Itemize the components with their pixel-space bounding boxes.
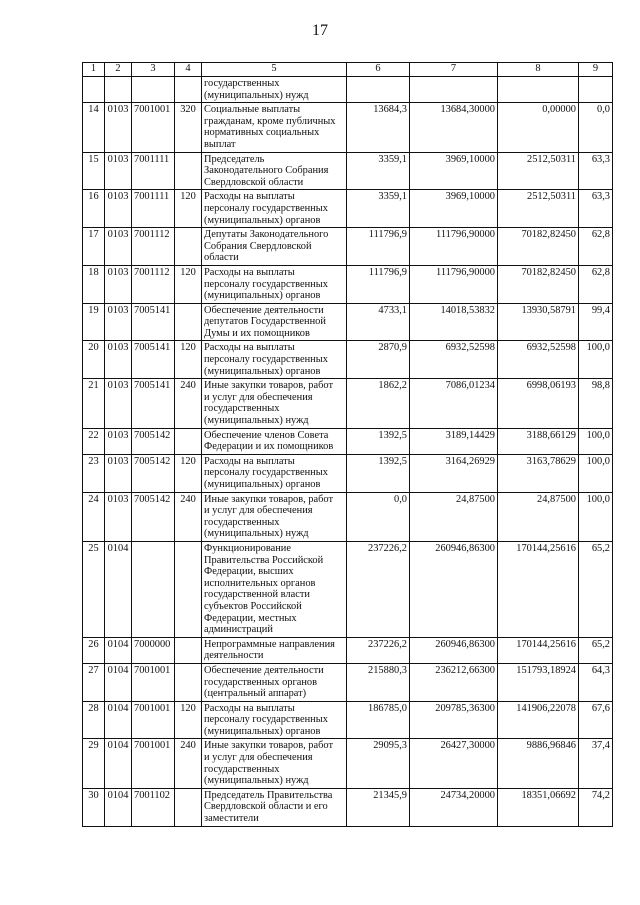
section-code: 0103 [105, 454, 132, 492]
expense-type-code [175, 428, 202, 454]
header-col-6: 6 [347, 63, 410, 77]
row-number: 27 [83, 663, 105, 701]
executed-amount: 13930,58791 [498, 303, 579, 341]
row-number: 17 [83, 228, 105, 266]
execution-percent: 37,4 [579, 739, 613, 788]
approved-amount: 111796,9 [347, 228, 410, 266]
table-row [83, 103, 613, 152]
target-article-code: 7005142 [132, 492, 175, 541]
execution-percent: 67,6 [579, 701, 613, 739]
annual-plan-amount: 13684,30000 [410, 103, 498, 152]
table-row [83, 541, 613, 637]
target-article-code [132, 77, 175, 103]
execution-percent: 62,8 [579, 265, 613, 303]
expense-type-code [175, 637, 202, 663]
table-row [83, 228, 613, 266]
approved-amount: 0,0 [347, 492, 410, 541]
table-row [83, 303, 613, 341]
target-article-code: 7001001 [132, 701, 175, 739]
execution-percent: 100,0 [579, 454, 613, 492]
row-number: 22 [83, 428, 105, 454]
annual-plan-amount: 24734,20000 [410, 788, 498, 826]
annual-plan-amount: 236212,66300 [410, 663, 498, 701]
annual-plan-amount: 24,87500 [410, 492, 498, 541]
row-number [83, 77, 105, 103]
table-row [83, 190, 613, 228]
table-row [83, 788, 613, 826]
executed-amount: 2512,50311 [498, 190, 579, 228]
section-code: 0103 [105, 303, 132, 341]
item-name: Социальные выплаты гражданам, кроме публичных нормативных социальных выплат [202, 103, 347, 152]
executed-amount: 18351,06692 [498, 788, 579, 826]
expense-type-code: 120 [175, 701, 202, 739]
execution-percent: 63,3 [579, 190, 613, 228]
item-name: Расходы на выплаты персоналу государственных (муниципальных) органов [202, 341, 347, 379]
item-name: Непрограммные направления деятельности [202, 637, 347, 663]
target-article-code: 7001001 [132, 739, 175, 788]
target-article-code: 7005142 [132, 454, 175, 492]
item-name: Иные закупки товаров, работ и услуг для обеспечения государственных (муниципальных) нужд [202, 739, 347, 788]
table-row [83, 341, 613, 379]
executed-amount: 151793,18924 [498, 663, 579, 701]
section-code: 0103 [105, 152, 132, 190]
execution-percent: 62,8 [579, 228, 613, 266]
approved-amount: 215880,3 [347, 663, 410, 701]
header-col-8: 8 [498, 63, 579, 77]
expense-type-code: 240 [175, 739, 202, 788]
table-row [83, 492, 613, 541]
executed-amount: 170144,25616 [498, 637, 579, 663]
target-article-code: 7001001 [132, 663, 175, 701]
item-name: Расходы на выплаты персоналу государственных (муниципальных) органов [202, 454, 347, 492]
table-header-row [83, 63, 613, 77]
execution-percent: 0,0 [579, 103, 613, 152]
table-row [83, 701, 613, 739]
executed-amount: 24,87500 [498, 492, 579, 541]
executed-amount: 0,00000 [498, 103, 579, 152]
executed-amount: 6932,52598 [498, 341, 579, 379]
row-number: 15 [83, 152, 105, 190]
row-number: 28 [83, 701, 105, 739]
table-row [83, 637, 613, 663]
target-article-code [132, 541, 175, 637]
approved-amount: 2870,9 [347, 341, 410, 379]
execution-percent: 100,0 [579, 428, 613, 454]
row-number: 24 [83, 492, 105, 541]
row-number: 25 [83, 541, 105, 637]
annual-plan-amount: 6932,52598 [410, 341, 498, 379]
approved-amount: 21345,9 [347, 788, 410, 826]
annual-plan-amount: 111796,90000 [410, 265, 498, 303]
annual-plan-amount: 111796,90000 [410, 228, 498, 266]
annual-plan-amount: 3969,10000 [410, 152, 498, 190]
approved-amount: 1392,5 [347, 454, 410, 492]
row-number: 16 [83, 190, 105, 228]
expense-type-code: 120 [175, 454, 202, 492]
execution-percent: 65,2 [579, 541, 613, 637]
annual-plan-amount: 3164,26929 [410, 454, 498, 492]
execution-percent: 74,2 [579, 788, 613, 826]
executed-amount: 70182,82450 [498, 228, 579, 266]
header-col-3: 3 [132, 63, 175, 77]
expense-type-code: 120 [175, 190, 202, 228]
header-col-1: 1 [83, 63, 105, 77]
approved-amount: 4733,1 [347, 303, 410, 341]
expense-type-code [175, 228, 202, 266]
row-number: 18 [83, 265, 105, 303]
section-code: 0104 [105, 637, 132, 663]
target-article-code: 7001111 [132, 152, 175, 190]
section-code: 0103 [105, 492, 132, 541]
executed-amount: 6998,06193 [498, 379, 579, 428]
target-article-code: 7005141 [132, 303, 175, 341]
execution-percent: 63,3 [579, 152, 613, 190]
section-code: 0103 [105, 379, 132, 428]
row-number: 20 [83, 341, 105, 379]
target-article-code: 7001102 [132, 788, 175, 826]
item-name: Расходы на выплаты персоналу государственных (муниципальных) органов [202, 265, 347, 303]
execution-percent: 99,4 [579, 303, 613, 341]
target-article-code: 7001112 [132, 228, 175, 266]
approved-amount: 1862,2 [347, 379, 410, 428]
header-col-2: 2 [105, 63, 132, 77]
section-code [105, 77, 132, 103]
row-number: 19 [83, 303, 105, 341]
approved-amount: 237226,2 [347, 541, 410, 637]
item-name: Иные закупки товаров, работ и услуг для обеспечения государственных (муниципальных) нужд [202, 492, 347, 541]
item-name: Обеспечение деятельности депутатов Государственной Думы и их помощников [202, 303, 347, 341]
section-code: 0103 [105, 228, 132, 266]
section-code: 0103 [105, 428, 132, 454]
row-number: 21 [83, 379, 105, 428]
executed-amount: 141906,22078 [498, 701, 579, 739]
executed-amount: 170144,25616 [498, 541, 579, 637]
approved-amount: 237226,2 [347, 637, 410, 663]
row-number: 14 [83, 103, 105, 152]
executed-amount: 9886,96846 [498, 739, 579, 788]
target-article-code: 7001112 [132, 265, 175, 303]
target-article-code: 7005142 [132, 428, 175, 454]
execution-percent [579, 77, 613, 103]
section-code: 0104 [105, 663, 132, 701]
expense-type-code [175, 152, 202, 190]
approved-amount: 29095,3 [347, 739, 410, 788]
item-name: Председатель Правительства Свердловской области и его заместители [202, 788, 347, 826]
expense-type-code [175, 541, 202, 637]
expense-type-code [175, 77, 202, 103]
annual-plan-amount: 260946,86300 [410, 541, 498, 637]
table-row [83, 454, 613, 492]
executed-amount [498, 77, 579, 103]
approved-amount: 186785,0 [347, 701, 410, 739]
expense-type-code: 120 [175, 341, 202, 379]
target-article-code: 7005141 [132, 341, 175, 379]
item-name: Иные закупки товаров, работ и услуг для обеспечения государственных (муниципальных) нужд [202, 379, 347, 428]
section-code: 0103 [105, 341, 132, 379]
expense-type-code [175, 788, 202, 826]
item-name: Расходы на выплаты персоналу государственных (муниципальных) органов [202, 701, 347, 739]
item-name: Депутаты Законодательного Собрания Свердловской области [202, 228, 347, 266]
section-code: 0104 [105, 701, 132, 739]
execution-percent: 65,2 [579, 637, 613, 663]
target-article-code: 7001111 [132, 190, 175, 228]
execution-percent: 98,8 [579, 379, 613, 428]
table-row [83, 265, 613, 303]
expense-type-code: 240 [175, 379, 202, 428]
executed-amount: 2512,50311 [498, 152, 579, 190]
row-number: 30 [83, 788, 105, 826]
approved-amount: 111796,9 [347, 265, 410, 303]
execution-percent: 100,0 [579, 492, 613, 541]
annual-plan-amount: 260946,86300 [410, 637, 498, 663]
item-name: государственных (муниципальных) нужд [202, 77, 347, 103]
section-code: 0103 [105, 103, 132, 152]
section-code: 0104 [105, 541, 132, 637]
table-body [83, 77, 613, 827]
annual-plan-amount: 3969,10000 [410, 190, 498, 228]
annual-plan-amount: 26427,30000 [410, 739, 498, 788]
row-number: 26 [83, 637, 105, 663]
row-number: 23 [83, 454, 105, 492]
header-col-5: 5 [202, 63, 347, 77]
executed-amount: 3163,78629 [498, 454, 579, 492]
expense-type-code: 320 [175, 103, 202, 152]
annual-plan-amount [410, 77, 498, 103]
header-col-4: 4 [175, 63, 202, 77]
annual-plan-amount: 209785,36300 [410, 701, 498, 739]
table-row [83, 663, 613, 701]
item-name: Председатель Законодательного Собрания Свердловской области [202, 152, 347, 190]
expense-type-code [175, 663, 202, 701]
section-code: 0104 [105, 788, 132, 826]
item-name: Функционирование Правительства Российской Федерации, высших исполнительных органов государственной власти субъектов Российской Федерации, местных администраций [202, 541, 347, 637]
expense-type-code: 240 [175, 492, 202, 541]
table-row [83, 152, 613, 190]
section-code: 0103 [105, 190, 132, 228]
approved-amount [347, 77, 410, 103]
table-row [83, 739, 613, 788]
target-article-code: 7001001 [132, 103, 175, 152]
annual-plan-amount: 3189,14429 [410, 428, 498, 454]
target-article-code: 7005141 [132, 379, 175, 428]
table-row [83, 77, 613, 103]
execution-percent: 100,0 [579, 341, 613, 379]
approved-amount: 3359,1 [347, 152, 410, 190]
target-article-code: 7000000 [132, 637, 175, 663]
item-name: Обеспечение деятельности государственных органов (центральный аппарат) [202, 663, 347, 701]
expense-type-code [175, 303, 202, 341]
page-number: 17 [312, 22, 328, 39]
executed-amount: 3188,66129 [498, 428, 579, 454]
row-number: 29 [83, 739, 105, 788]
header-col-9: 9 [579, 63, 613, 77]
approved-amount: 1392,5 [347, 428, 410, 454]
table-row [83, 379, 613, 428]
section-code: 0103 [105, 265, 132, 303]
header-col-7: 7 [410, 63, 498, 77]
budget-table [82, 62, 613, 827]
item-name: Обеспечение членов Совета Федерации и их помощников [202, 428, 347, 454]
section-code: 0104 [105, 739, 132, 788]
table-row [83, 428, 613, 454]
approved-amount: 3359,1 [347, 190, 410, 228]
annual-plan-amount: 14018,53832 [410, 303, 498, 341]
approved-amount: 13684,3 [347, 103, 410, 152]
annual-plan-amount: 7086,01234 [410, 379, 498, 428]
executed-amount: 70182,82450 [498, 265, 579, 303]
item-name: Расходы на выплаты персоналу государственных (муниципальных) органов [202, 190, 347, 228]
expense-type-code: 120 [175, 265, 202, 303]
execution-percent: 64,3 [579, 663, 613, 701]
